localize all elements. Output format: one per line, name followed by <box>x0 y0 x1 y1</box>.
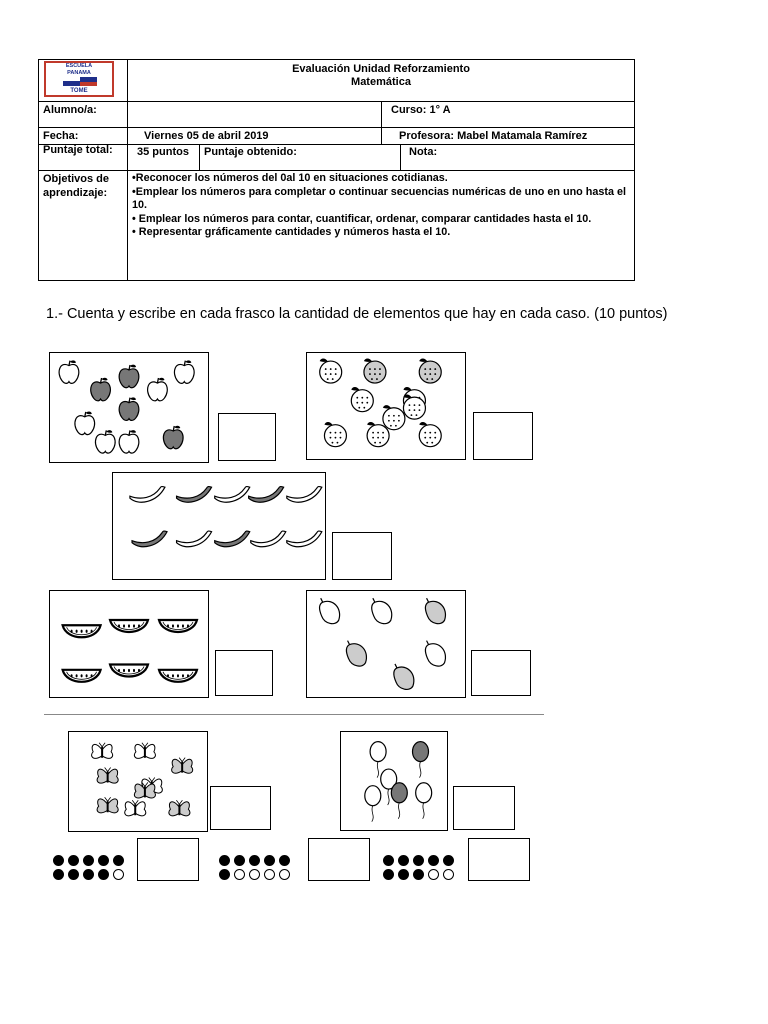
answer-box-bananas[interactable] <box>332 532 392 580</box>
section-divider <box>44 714 544 715</box>
filled-dot-icon <box>113 855 124 866</box>
page-subtitle: Matemática <box>351 76 411 88</box>
apple-icon <box>163 426 183 449</box>
watermelon-slice-icon <box>110 620 148 632</box>
student-name-field[interactable] <box>129 103 379 125</box>
orange-group <box>307 353 465 459</box>
filled-dot-icon <box>383 855 394 866</box>
mango-icon <box>346 641 366 666</box>
obtained-score-field[interactable] <box>289 145 397 168</box>
apple-icon <box>91 378 111 401</box>
balloon-icon <box>365 786 381 822</box>
empty-dot-icon <box>249 869 260 880</box>
objectives-list <box>132 172 632 240</box>
filled-dot-icon <box>219 869 230 880</box>
school-crest-logo: ESCUELA PANAMA TOME <box>44 61 114 97</box>
course-label: Curso: 1° A <box>391 104 451 116</box>
filled-dot-icon <box>68 855 79 866</box>
orange-icon <box>419 422 441 447</box>
apple-icon <box>75 412 95 435</box>
answer-box-ten-frame-1[interactable] <box>137 838 199 881</box>
orange-icon <box>419 358 441 383</box>
empty-dot-icon <box>113 869 124 880</box>
apple-icon <box>148 378 168 401</box>
orange-icon <box>324 422 346 447</box>
flag-icon <box>63 77 97 86</box>
apple-icon <box>59 360 79 383</box>
objectives-label: Objetivos de aprendizaje: <box>43 173 110 199</box>
banana-icon <box>132 531 167 547</box>
orange-icon <box>351 387 373 412</box>
filled-dot-icon <box>428 855 439 866</box>
butterfly-icon <box>169 800 190 816</box>
objective-item: • Emplear los números para contar, cuantificar, ordenar, comparar cantidades hasta el 10. <box>132 212 592 225</box>
total-score-label: Puntaje total: <box>43 144 113 156</box>
banana-icon <box>177 487 212 503</box>
filled-dot-icon <box>219 855 230 866</box>
filled-dot-icon <box>443 855 454 866</box>
filled-dot-icon <box>83 869 94 880</box>
objective-item: • Representar gráficamente cantidades y números hasta el 10. <box>132 226 451 238</box>
answer-box-oranges[interactable] <box>473 412 533 460</box>
ten-frame <box>219 855 295 881</box>
filled-dot-icon <box>83 855 94 866</box>
grade-label: Nota: <box>409 146 438 158</box>
apple-icon <box>174 360 194 383</box>
student-label: Alumno/a: <box>43 104 97 116</box>
answer-box-ten-frame-3[interactable] <box>468 838 530 881</box>
filled-dot-icon <box>383 869 394 880</box>
balloon-icon <box>413 742 429 778</box>
counting-frame-apples <box>49 352 209 463</box>
butterfly-icon <box>92 743 113 759</box>
mango-icon <box>320 598 340 623</box>
butterfly-icon <box>97 768 118 784</box>
objective-item: •Emplear los números para completar o continuar secuencias numéricas de uno en uno hasta el 10. <box>132 185 626 211</box>
apple-icon <box>95 430 115 453</box>
ten-frame <box>53 855 129 881</box>
filled-dot-icon <box>68 869 79 880</box>
mango-group <box>307 591 465 697</box>
balloon-icon <box>391 783 407 819</box>
banana-icon <box>215 531 250 547</box>
counting-frame-butterflies <box>68 731 208 832</box>
filled-dot-icon <box>53 869 64 880</box>
filled-dot-icon <box>413 855 424 866</box>
watermelon-slice-icon <box>63 670 101 682</box>
empty-dot-icon <box>428 869 439 880</box>
apple-icon <box>119 365 139 388</box>
banana-icon <box>251 531 286 547</box>
counting-frame-watermelons <box>49 590 209 698</box>
banana-icon <box>177 531 212 547</box>
orange-icon <box>364 358 386 383</box>
butterfly-group <box>69 732 207 831</box>
mango-icon <box>394 664 414 689</box>
banana-icon <box>249 487 284 503</box>
watermelon-slice-icon <box>63 625 101 637</box>
filled-dot-icon <box>398 855 409 866</box>
teacher-label: Profesora: Mabel Matamala Ramírez <box>399 130 588 142</box>
watermelon-slice-icon <box>159 670 197 682</box>
empty-dot-icon <box>279 869 290 880</box>
filled-dot-icon <box>98 869 109 880</box>
apple-group <box>50 353 208 462</box>
counting-frame-oranges <box>306 352 466 460</box>
banana-icon <box>287 487 322 503</box>
balloon-group <box>341 732 447 830</box>
page-title: Evaluación Unidad Reforzamiento <box>292 63 470 75</box>
answer-box-mangos[interactable] <box>471 650 531 696</box>
watermelon-slice-icon <box>110 665 148 677</box>
filled-dot-icon <box>413 869 424 880</box>
banana-icon <box>287 531 322 547</box>
answer-box-balloons[interactable] <box>453 786 515 830</box>
banana-icon <box>215 487 250 503</box>
objective-item: •Reconocer los números del 0al 10 en situaciones cotidianas. <box>132 172 448 184</box>
ten-frame <box>383 855 459 881</box>
filled-dot-icon <box>398 869 409 880</box>
filled-dot-icon <box>98 855 109 866</box>
filled-dot-icon <box>53 855 64 866</box>
date-value: Viernes 05 de abril 2019 <box>144 130 269 142</box>
answer-box-butterflies[interactable] <box>210 786 271 830</box>
watermelon-slice-icon <box>159 620 197 632</box>
counting-frame-bananas <box>112 472 326 580</box>
butterfly-icon <box>134 743 155 759</box>
counting-frame-balloons <box>340 731 448 831</box>
butterfly-icon <box>172 758 193 774</box>
empty-dot-icon <box>234 869 245 880</box>
orange-icon <box>320 358 342 383</box>
exercise-prompt: 1.- Cuenta y escribe en cada frasco la cantidad de elementos que hay en cada caso. (10 puntos) <box>46 306 668 322</box>
header-table <box>38 59 635 281</box>
counting-frame-mangos <box>306 590 466 698</box>
balloon-icon <box>416 783 432 819</box>
filled-dot-icon <box>249 855 260 866</box>
answer-box-watermelons[interactable] <box>215 650 273 696</box>
watermelon-slice-group <box>50 591 208 697</box>
butterfly-icon <box>97 797 118 813</box>
mango-icon <box>372 598 392 623</box>
date-label: Fecha: <box>43 130 79 142</box>
total-score-value: 35 puntos <box>137 146 189 158</box>
filled-dot-icon <box>279 855 290 866</box>
mango-icon <box>425 598 445 623</box>
empty-dot-icon <box>264 869 275 880</box>
apple-icon <box>119 430 139 453</box>
filled-dot-icon <box>234 855 245 866</box>
answer-box-ten-frame-2[interactable] <box>308 838 370 881</box>
banana-group <box>113 473 325 579</box>
mango-icon <box>425 641 445 666</box>
apple-icon <box>119 397 139 420</box>
answer-box-apples[interactable] <box>218 413 276 461</box>
orange-icon <box>383 405 405 430</box>
butterfly-icon <box>125 800 146 816</box>
banana-icon <box>130 487 165 503</box>
obtained-score-label: Puntaje obtenido: <box>204 146 297 158</box>
grade-field[interactable] <box>449 145 629 168</box>
empty-dot-icon <box>443 869 454 880</box>
filled-dot-icon <box>264 855 275 866</box>
